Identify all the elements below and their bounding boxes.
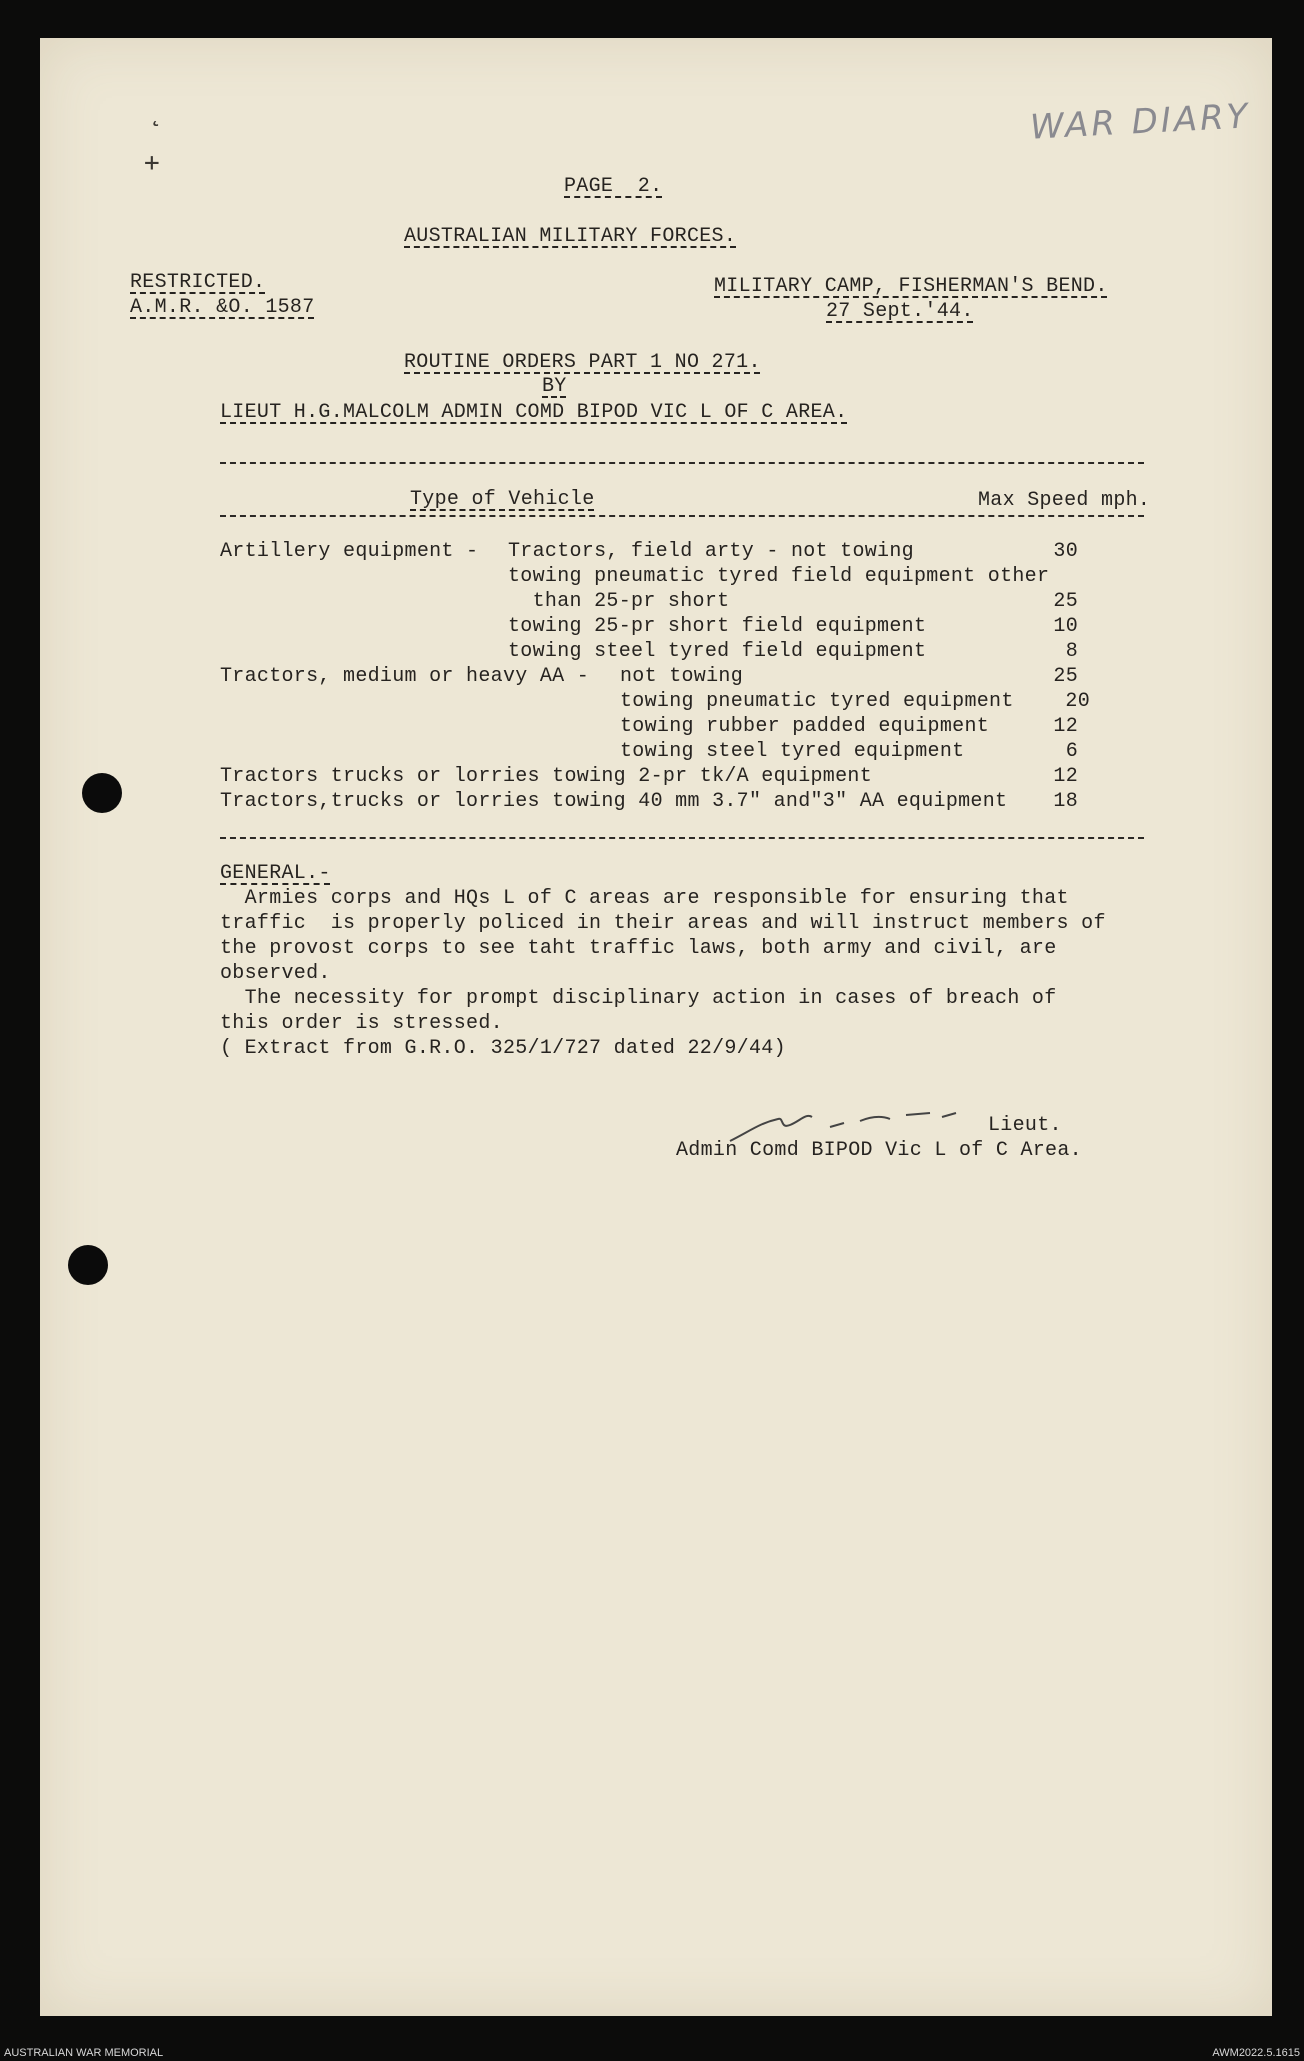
by-line: BY — [542, 375, 567, 398]
row-speed: 25 — [1053, 665, 1078, 688]
header-rule — [220, 515, 1144, 517]
location: MILITARY CAMP, FISHERMAN'S BEND. — [714, 275, 1108, 298]
row-label: Tractors,trucks or lorries towing 40 mm 3.7" and"3" AA equipment — [220, 790, 1008, 813]
signature-appointment: Admin Comd BIPOD Vic L of C Area. — [676, 1139, 1082, 1162]
row-desc: towing steel tyred equipment — [620, 740, 965, 763]
row-speed: 18 — [1053, 790, 1078, 813]
general-heading: GENERAL.- — [220, 862, 331, 885]
row-desc: towing pneumatic tyred equipment — [620, 690, 1014, 713]
row-label: Artillery equipment - — [220, 540, 479, 563]
row-speed: 25 — [1053, 590, 1078, 613]
classification: RESTRICTED. — [130, 271, 266, 294]
punch-hole-bottom — [68, 1245, 108, 1285]
row-desc: not towing — [620, 665, 744, 688]
divider-top — [220, 462, 1144, 464]
extract-reference: ( Extract from G.R.O. 325/1/727 dated 22/9/44) — [220, 1037, 786, 1060]
document-page — [40, 38, 1272, 2016]
column-header-vehicle: Type of Vehicle — [410, 488, 595, 511]
row-speed: 12 — [1053, 765, 1078, 788]
pin-hole-icon: + — [144, 148, 160, 178]
row-desc: towing steel tyred field equipment — [508, 640, 927, 663]
row-desc: towing pneumatic tyred field equipment other — [508, 565, 1050, 588]
orders-title: ROUTINE ORDERS PART 1 NO 271. — [404, 351, 761, 374]
page-number: PAGE 2. — [564, 175, 663, 198]
footer-accession-number: AWM2022.5.1615 — [1212, 2047, 1300, 2059]
date: 27 Sept.'44. — [826, 300, 974, 323]
row-speed: 10 — [1053, 615, 1078, 638]
row-speed: 30 — [1053, 540, 1078, 563]
column-header-speed: Max Speed mph. — [978, 489, 1151, 512]
general-line: Armies corps and HQs L of C areas are responsible for ensuring that — [220, 887, 1069, 910]
row-label: Tractors trucks or lorries towing 2-pr tk/A equipment — [220, 765, 873, 788]
staple-mark-icon: ˛ — [148, 98, 164, 128]
divider-bottom — [220, 837, 1144, 839]
org-heading: AUSTRALIAN MILITARY FORCES. — [404, 225, 737, 248]
reference: A.M.R. &O. 1587 — [130, 296, 315, 319]
signature-rank: Lieut. — [988, 1114, 1062, 1137]
row-desc: towing rubber padded equipment — [620, 715, 990, 738]
punch-hole-top — [82, 773, 122, 813]
row-speed: 12 — [1053, 715, 1078, 738]
row-speed: 6 — [1065, 740, 1078, 763]
row-label: Tractors, medium or heavy AA - — [220, 665, 590, 688]
row-desc: Tractors, field arty - not towing — [508, 540, 914, 563]
authority: LIEUT H.G.MALCOLM ADMIN COMD BIPOD VIC L OF C AREA. — [220, 401, 848, 424]
row-desc: towing 25-pr short field equipment — [508, 615, 927, 638]
general-line: this order is stressed. — [220, 1012, 503, 1035]
general-line: The necessity for prompt disciplinary action in cases of breach of — [220, 987, 1057, 1010]
war-diary-annotation: WAR DIARY — [1029, 96, 1252, 148]
general-line: traffic is properly policed in their areas and will instruct members of — [220, 912, 1106, 935]
row-speed: 20 — [1065, 690, 1090, 713]
footer-credit: AUSTRALIAN WAR MEMORIAL — [4, 2047, 164, 2059]
general-line: the provost corps to see taht traffic laws, both army and civil, are — [220, 937, 1057, 960]
row-speed: 8 — [1065, 640, 1078, 663]
row-desc: than 25-pr short — [508, 590, 730, 613]
general-line: observed. — [220, 962, 331, 985]
